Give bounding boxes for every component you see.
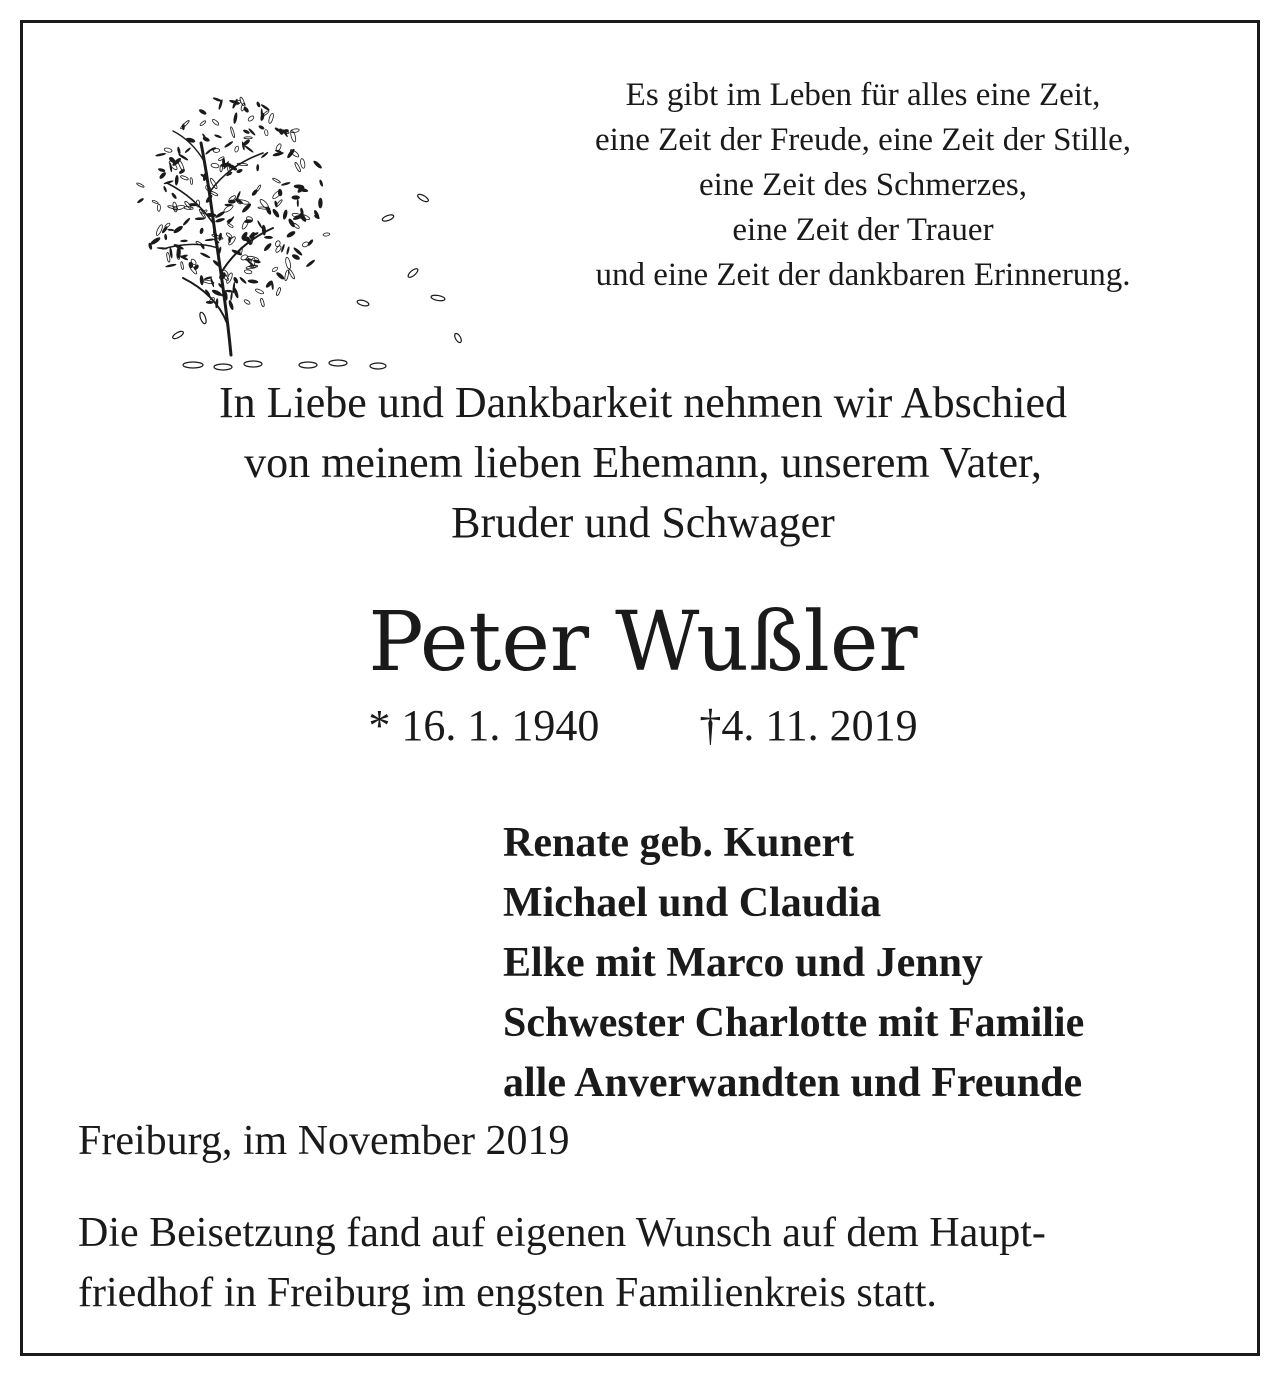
leaf-mark (244, 137, 252, 139)
leaf-mark (173, 205, 185, 211)
leaf-mark (230, 291, 233, 301)
leaf-mark (199, 120, 206, 126)
leaf-mark (319, 179, 324, 187)
leaf-mark (182, 217, 191, 226)
leaf-mark (215, 217, 225, 223)
obituary-frame (20, 20, 1260, 1356)
leaf-mark (205, 149, 212, 156)
verse-line: Es gibt im Leben für alles eine Zeit, (625, 77, 1101, 113)
leaf-mark (256, 101, 261, 108)
leaf-mark (195, 217, 205, 220)
leaf-mark (300, 158, 306, 168)
leaf-mark (205, 238, 215, 241)
leaf-mark (224, 140, 234, 148)
funeral-notice (78, 1203, 1228, 1323)
leaf-mark (251, 188, 259, 196)
leaf-mark (233, 112, 238, 124)
leaf-mark (136, 182, 144, 188)
leaf-mark (285, 257, 292, 269)
leaf-mark (211, 163, 220, 169)
leaf-mark (263, 242, 273, 252)
mourner-line: Michael und Claudia (503, 880, 882, 926)
birth-date: * 16. 1. 1940 (368, 701, 600, 750)
leaf-mark (165, 263, 177, 268)
leaf-mark (318, 198, 323, 209)
leaf-mark (137, 197, 145, 204)
leaf-mark (244, 269, 252, 274)
mourners-list (503, 813, 1243, 1113)
leaf-mark (272, 178, 281, 184)
leaf-mark (184, 147, 191, 154)
leaf-mark (206, 301, 214, 304)
leaf-mark (224, 204, 232, 207)
leaf-mark (226, 272, 234, 284)
leaf-mark (239, 276, 247, 284)
leaf-mark (263, 110, 270, 116)
leaf-mark (195, 241, 202, 247)
leaf-mark (305, 259, 316, 268)
leaf-mark (258, 124, 265, 130)
leaf-mark (323, 233, 330, 237)
leaf-mark (180, 261, 184, 269)
place-and-date: Freiburg, im November 2019 (78, 1118, 570, 1164)
leaf-mark (149, 236, 161, 246)
windblown-tree-icon (123, 73, 463, 373)
leaf-mark (292, 195, 300, 199)
leaf-mark (275, 271, 285, 281)
leaf-mark (152, 200, 159, 204)
leaf-mark (200, 252, 211, 259)
leaf-mark (211, 289, 223, 298)
intro-line: In Liebe und Dankbarkeit nehmen wir Abschied (219, 378, 1067, 427)
leaf-mark (268, 113, 274, 124)
leaf-mark (214, 134, 222, 139)
leaf-mark (167, 229, 174, 232)
leaf-mark (180, 120, 190, 130)
leaf-mark (264, 236, 273, 239)
leaf-mark (255, 288, 265, 295)
leaf-mark (256, 164, 259, 171)
leaf-mark (180, 175, 189, 181)
leaf-mark (292, 222, 300, 229)
leaf-mark (286, 230, 297, 239)
leaf-mark (158, 167, 166, 172)
deceased-name: Peter Wußler (368, 595, 918, 690)
leaf-mark (260, 151, 268, 159)
leaf-mark (172, 225, 184, 235)
leaf-mark (312, 160, 323, 170)
leaf-mark (257, 220, 263, 229)
intro-line: von meinem lieben Ehemann, unserem Vater, (244, 438, 1042, 487)
leaf-mark (212, 119, 220, 127)
leaf-mark (253, 259, 261, 264)
notice-line: Die Beisetzung fand auf eigenen Wunsch auf dem Haupt- (78, 1210, 1046, 1256)
leaf-mark (157, 247, 168, 250)
leaf-mark (199, 227, 204, 234)
leaf-mark (155, 152, 166, 157)
leaf-mark (230, 126, 235, 138)
mourner-line: Renate geb. Kunert (503, 820, 855, 866)
leaf-mark (244, 144, 254, 153)
verse-line: und eine Zeit der dankbaren Erinnerung. (595, 257, 1131, 293)
leaf-mark (190, 177, 193, 184)
leaf-mark (243, 299, 250, 305)
leaf-mark (234, 146, 239, 153)
leaf-mark (247, 279, 258, 284)
leaf-mark (158, 171, 167, 180)
leaf-mark (163, 186, 168, 193)
leaf-mark (180, 240, 188, 243)
mourner-line: Schwester Charlotte mit Familie (503, 1000, 1085, 1046)
leaf-mark (178, 168, 186, 175)
mourner-line: Elke mit Marco und Jenny (503, 940, 983, 986)
leaf-mark (157, 204, 160, 211)
life-dates (23, 698, 1263, 754)
leaf-mark (198, 108, 207, 116)
leaf-mark (166, 252, 170, 262)
notice-line: friedhof in Freiburg im engsten Familienkreis statt. (78, 1270, 937, 1316)
leaf-mark (218, 232, 223, 241)
leaf-mark (282, 209, 288, 220)
leaf-mark (239, 247, 242, 254)
leaf-mark (233, 276, 240, 284)
leaf-mark (202, 136, 210, 143)
leaf-mark (288, 269, 296, 280)
intro-line: Bruder und Schwager (451, 498, 835, 547)
death-date: †4. 11. 2019 (699, 701, 918, 750)
leaf-mark (284, 270, 289, 281)
verse (513, 73, 1213, 298)
leaf-mark (212, 97, 222, 103)
leaf-mark (281, 181, 291, 186)
leaf-mark (271, 208, 280, 219)
leaf-mark (177, 146, 181, 154)
leaf-mark (278, 189, 283, 197)
leaf-mark (264, 129, 268, 136)
leaf-mark (210, 277, 215, 288)
leaf-mark (297, 199, 299, 207)
verse-line: eine Zeit des Schmerzes, (698, 167, 1028, 203)
leaf-mark (174, 175, 179, 186)
mourner-line: alle Anverwandten und Freunde (503, 1060, 1083, 1106)
leaf-mark (171, 192, 178, 200)
leaf-mark (164, 234, 167, 241)
leaf-mark (155, 224, 163, 236)
leaf-mark (260, 298, 265, 307)
leaf-mark (286, 246, 290, 255)
leaf-mark (247, 115, 254, 122)
verse-line: eine Zeit der Trauer (732, 212, 994, 248)
farewell-intro (23, 373, 1263, 553)
leaf-mark (228, 300, 235, 311)
leaf-mark (164, 147, 173, 153)
leaf-mark (272, 266, 279, 272)
verse-line: eine Zeit der Freude, eine Zeit der Stille, (594, 122, 1132, 158)
leaf-mark (276, 287, 282, 296)
leaf-mark (164, 222, 170, 228)
